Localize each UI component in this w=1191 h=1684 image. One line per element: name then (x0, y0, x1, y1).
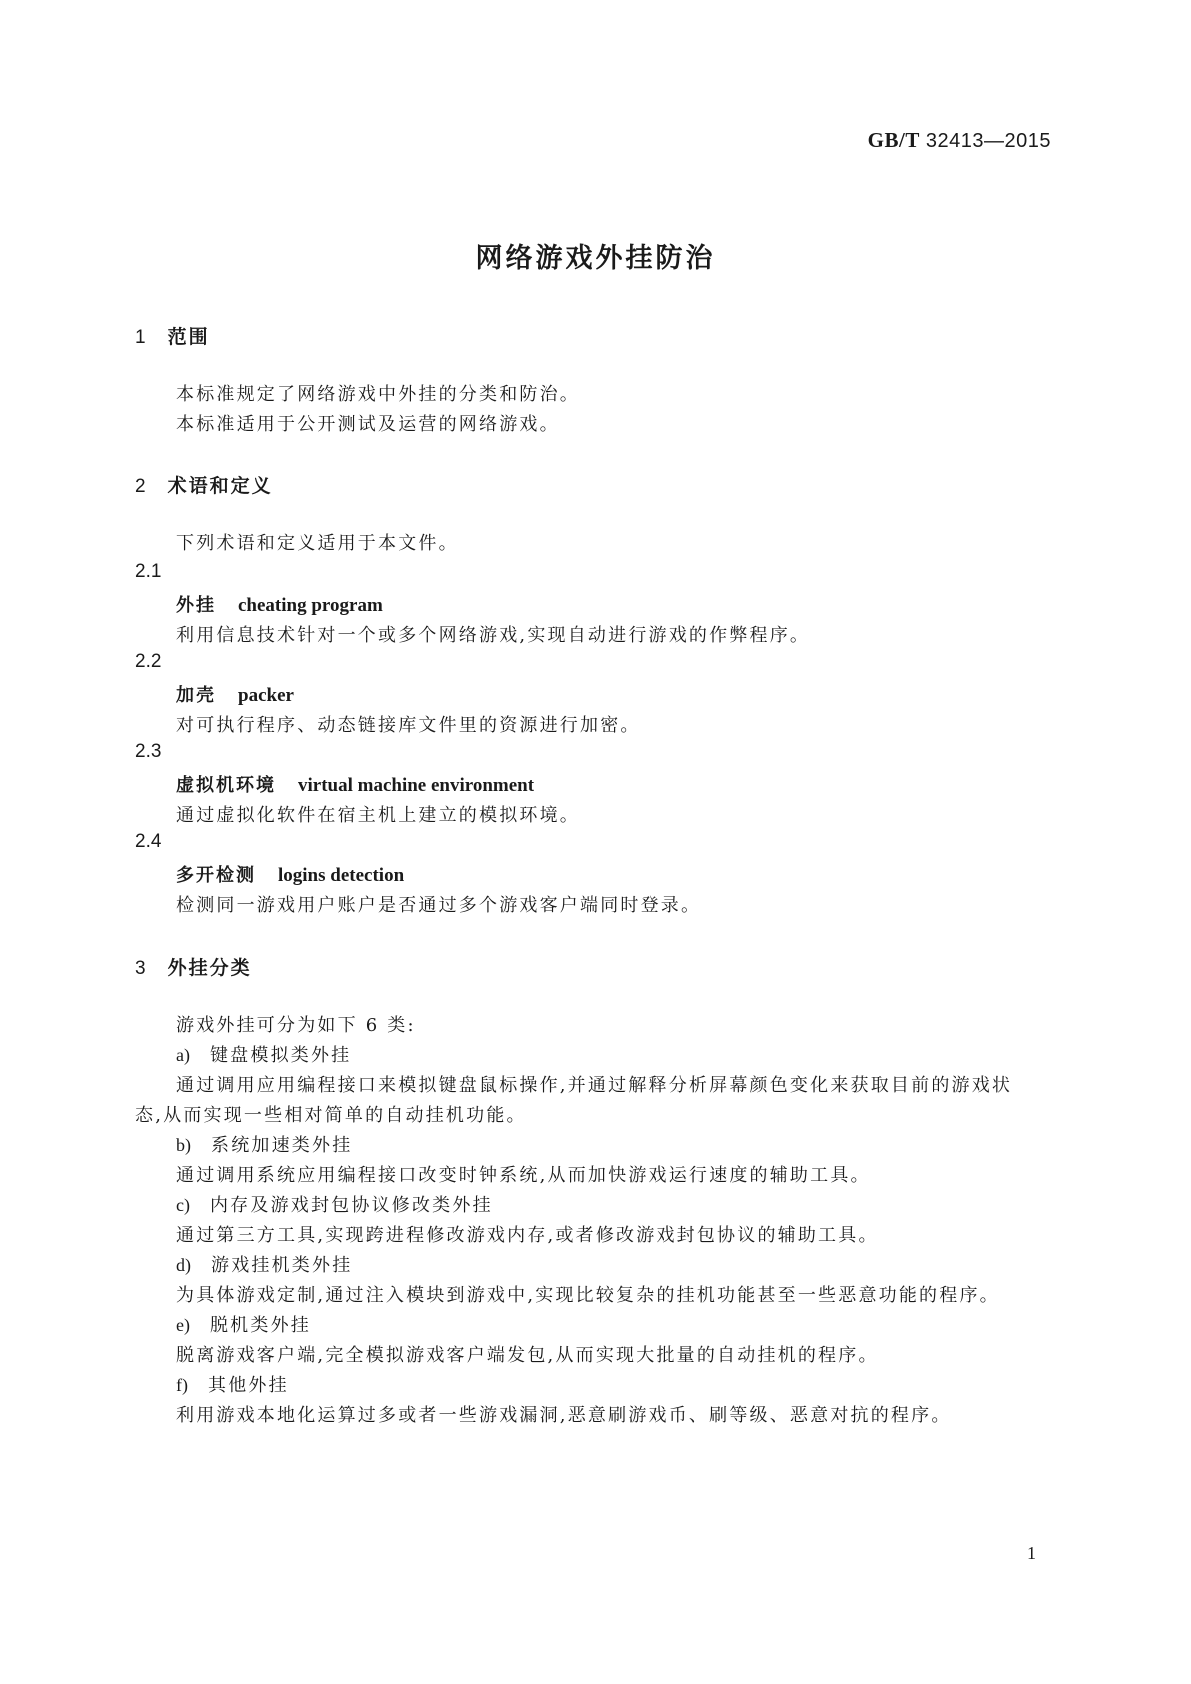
paragraph: 本标准适用于公开测试及运营的网络游戏。 (176, 414, 560, 435)
term-chinese: 加壳 (176, 685, 216, 706)
section-number: 3 (135, 958, 148, 979)
section-title: 范围 (167, 326, 210, 348)
list-item-title: 游戏挂机类外挂 (211, 1255, 353, 1276)
term-chinese: 多开检测 (176, 865, 256, 886)
list-item-label (176, 1251, 352, 1277)
term-definition: 检测同一游戏用户账户是否通过多个游戏客户端同时登录。 (176, 895, 702, 916)
term-english: virtual machine environment (298, 775, 535, 796)
term-number: 2.1 (135, 561, 162, 582)
list-item-description: 为具体游戏定制,通过注入模块到游戏中,实现比较复杂的挂机功能甚至一些恶意功能的程序。 (176, 1285, 1000, 1306)
list-marker: e) (176, 1315, 190, 1335)
list-item-description: 通过调用系统应用编程接口改变时钟系统,从而加快游戏运行速度的辅助工具。 (176, 1165, 871, 1186)
term-chinese: 虚拟机环境 (176, 775, 276, 796)
list-item-description: 脱离游戏客户端,完全模拟游戏客户端发包,从而实现大批量的自动挂机的程序。 (176, 1345, 879, 1366)
term-definition: 利用信息技术针对一个或多个网络游戏,实现自动进行游戏的作弊程序。 (176, 625, 811, 646)
list-item-description: 利用游戏本地化运算过多或者一些游戏漏洞,恶意刷游戏币、刷等级、恶意对抗的程序。 (176, 1405, 952, 1426)
list-item-description: 通过第三方工具,实现跨进程修改游戏内存,或者修改游戏封包协议的辅助工具。 (176, 1225, 879, 1246)
term-definition: 通过虚拟化软件在宿主机上建立的模拟环境。 (176, 805, 580, 826)
list-item-description: 态,从而实现一些相对简单的自动挂机功能。 (135, 1105, 527, 1126)
term-definition: 对可执行程序、动态链接库文件里的资源进行加密。 (176, 715, 641, 736)
list-item-title: 系统加速类外挂 (211, 1135, 353, 1156)
term-entry (176, 591, 383, 617)
list-marker: b) (176, 1135, 191, 1155)
list-item-title: 脱机类外挂 (209, 1315, 311, 1336)
standard-prefix: GB/T (867, 128, 920, 152)
term-number: 2.3 (135, 741, 162, 762)
term-entry (176, 681, 294, 707)
list-item-label (176, 1311, 311, 1337)
standard-number: 32413—2015 (925, 130, 1051, 152)
list-item-label (176, 1131, 352, 1157)
term-chinese: 外挂 (176, 595, 216, 616)
paragraph: 下列术语和定义适用于本文件。 (176, 533, 459, 554)
term-number: 2.4 (135, 831, 162, 852)
standard-code (868, 128, 1051, 153)
section-number: 2 (135, 476, 148, 497)
list-marker: c) (176, 1195, 190, 1215)
term-entry (176, 861, 404, 887)
list-item-description: 通过调用应用编程接口来模拟键盘鼠标操作,并通过解释分析屏幕颜色变化来获取目前的游戏状 (176, 1075, 1013, 1096)
list-item-title: 键盘模拟类外挂 (209, 1045, 352, 1066)
section-title: 术语和定义 (167, 475, 273, 497)
section-heading-2 (135, 471, 273, 498)
page-number: 1 (1027, 1543, 1036, 1563)
document-title: 网络游戏外挂防治 (475, 243, 716, 274)
list-marker: a) (176, 1045, 190, 1065)
term-english: logins detection (278, 865, 405, 886)
list-marker: d) (176, 1255, 191, 1275)
list-item-title: 内存及游戏封包协议修改类外挂 (209, 1195, 493, 1216)
term-english: cheating program (238, 595, 383, 616)
section-heading-1 (135, 322, 210, 349)
list-item-label (176, 1191, 493, 1217)
list-item-label (176, 1041, 351, 1067)
section-heading-3 (135, 953, 252, 980)
paragraph: 本标准规定了网络游戏中外挂的分类和防治。 (176, 384, 580, 405)
list-item-label (176, 1371, 289, 1397)
paragraph: 游戏外挂可分为如下 6 类: (176, 1015, 416, 1036)
term-entry (176, 771, 534, 797)
list-marker: f) (176, 1375, 188, 1395)
list-item-title: 其他外挂 (208, 1375, 289, 1396)
section-number: 1 (135, 327, 148, 348)
term-english: packer (238, 685, 294, 706)
term-number: 2.2 (135, 651, 162, 672)
section-title: 外挂分类 (167, 957, 252, 979)
